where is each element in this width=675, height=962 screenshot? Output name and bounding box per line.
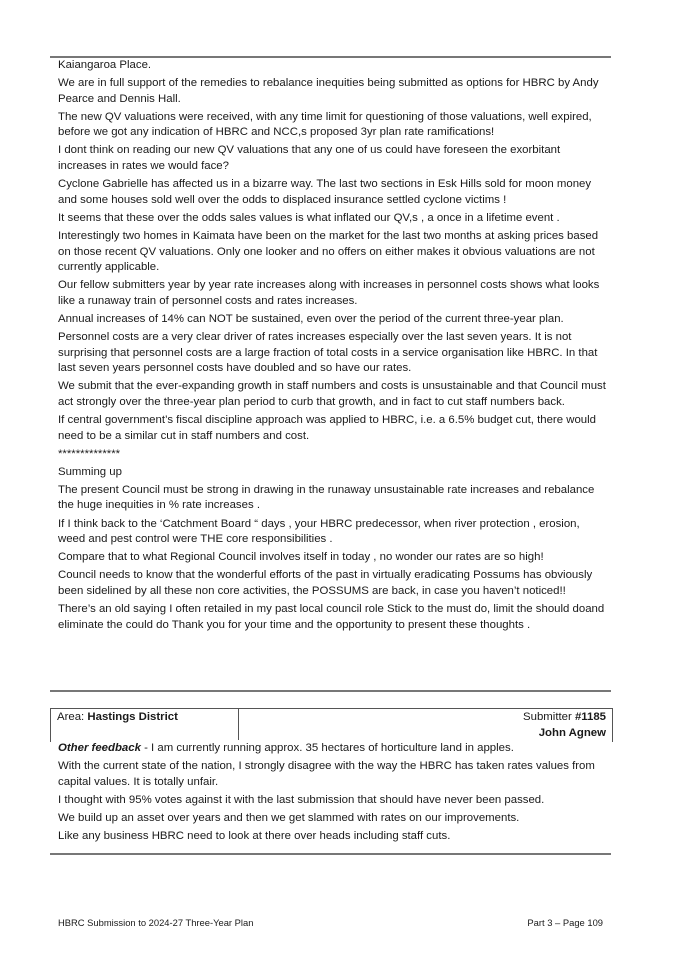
section-divider	[50, 690, 611, 692]
paragraph: If I think back to the ‘Catchment Board “ days , your HBRC predecessor, when river protection , erosion, weed and pest control were THE core responsibilities .	[58, 517, 580, 546]
paragraph: If central government’s fiscal discipline approach was applied to HBRC, i.e. a 6.5% budget cut, there would need to be a similar cut in staff numbers and cost.	[58, 413, 596, 442]
footer-document-title: HBRC Submission to 2024-27 Three-Year Plan	[58, 917, 254, 928]
submitter-header-table	[50, 708, 613, 742]
bottom-divider	[50, 853, 611, 855]
submitter-feedback	[58, 741, 606, 847]
page-footer	[58, 917, 603, 928]
submitter-name: John Agnew	[538, 726, 606, 739]
area-value: Hastings District	[87, 711, 178, 723]
footer-page-number: Part 3 – Page 109	[527, 917, 603, 928]
paragraph: There’s an old saying I often retailed in my past local council role Stick to the must do, limit the should doand eliminate the could do Thank you for your time and the opportunity to present these thoughts .	[58, 603, 605, 631]
paragraph: Cyclone Gabrielle has affected us in a bizarre way. The last two sections in Esk Hills sold for moon money and some houses sold well over the odds to displaced insurance settled cyclone victims !	[58, 178, 592, 206]
paragraph: Personnel costs are a very clear driver of rates increases especially over the last seven years. It is not surprising that personnel costs are a large fraction of total costs in a service organisation like HBRC. In that last seven years personnel costs have doubled and so have our rates.	[58, 331, 598, 375]
asterisk-separator: **************	[58, 447, 121, 460]
paragraph: It seems that these over the odds sales values is what inflated our QV,s , a once in a lifetime event .	[58, 211, 560, 224]
paragraph: We submit that the ever-expanding growth in staff numbers and costs is unsustainable and that Council must act strongly over the three-year plan period to curb that growth, and in fact to cut staff numbers back.	[58, 380, 606, 408]
submitter-label: Submitter	[523, 711, 575, 723]
paragraph: We are in full support of the remedies to rebalance inequities being submitted as options for HBRC by Andy Pearce and Dennis Hall.	[58, 77, 599, 105]
paragraph: Council needs to know that the wonderful efforts of the past in virtually eradicating Possums has obviously been sidelined by all these non core activities, the POSSUMS are back, in case you haven’t noticed!!	[58, 569, 593, 597]
feedback-label: Other feedback	[58, 742, 141, 754]
paragraph: Annual increases of 14% can NOT be sustained, even over the period of the current three-year plan.	[58, 312, 564, 325]
paragraph: Our fellow submitters year by year rate increases along with increases in personnel costs shows what looks like a runaway train of personnel costs and rates increases.	[58, 279, 600, 307]
area-cell	[51, 709, 239, 740]
submitter-cell	[239, 709, 612, 742]
paragraph: Kaiangaroa Place.	[58, 59, 152, 71]
area-label: Area:	[57, 711, 88, 723]
paragraph: The new QV valuations were received, with any time limit for questioning of those valuations, well expired, before we got any indication of HBRC and NCC,s proposed 3yr plan rate ramifications!	[58, 110, 592, 139]
paragraph: We build up an asset over years and then we get slammed with rates on our improvements.	[58, 811, 520, 824]
paragraph: Like any business HBRC need to look at there over heads including staff cuts.	[58, 829, 451, 842]
submitter-number: #1185	[574, 711, 606, 723]
submission-body	[58, 58, 606, 636]
summing-up-heading: Summing up	[58, 465, 122, 478]
feedback-first-text: - I am currently running approx. 35 hectares of horticulture land in apples.	[140, 742, 514, 754]
paragraph: I thought with 95% votes against it with the last submission that should have never been passed.	[58, 793, 545, 806]
feedback-intro	[58, 741, 606, 757]
paragraph: With the current state of the nation, I strongly disagree with the way the HBRC has taken rates values from capital values. It is totally unfair.	[58, 760, 595, 788]
paragraph: Interestingly two homes in Kaimata have been on the market for the last two months at asking prices based on those recent QV valuations. Only one looker and no offers on either makes it obvious valuations are not currently applicable.	[58, 229, 599, 274]
paragraph: Compare that to what Regional Council involves itself in today , no wonder our rates are so high!	[58, 551, 544, 564]
paragraph: The present Council must be strong in drawing in the runaway unsustainable rate increases and rebalance the huge inequities in % rate increases .	[58, 483, 595, 512]
paragraph: I dont think on reading our new QV valuations that any one of us could have foreseen the exorbitant increases in rates we would face?	[58, 144, 561, 173]
submitter-header-row	[51, 709, 612, 742]
